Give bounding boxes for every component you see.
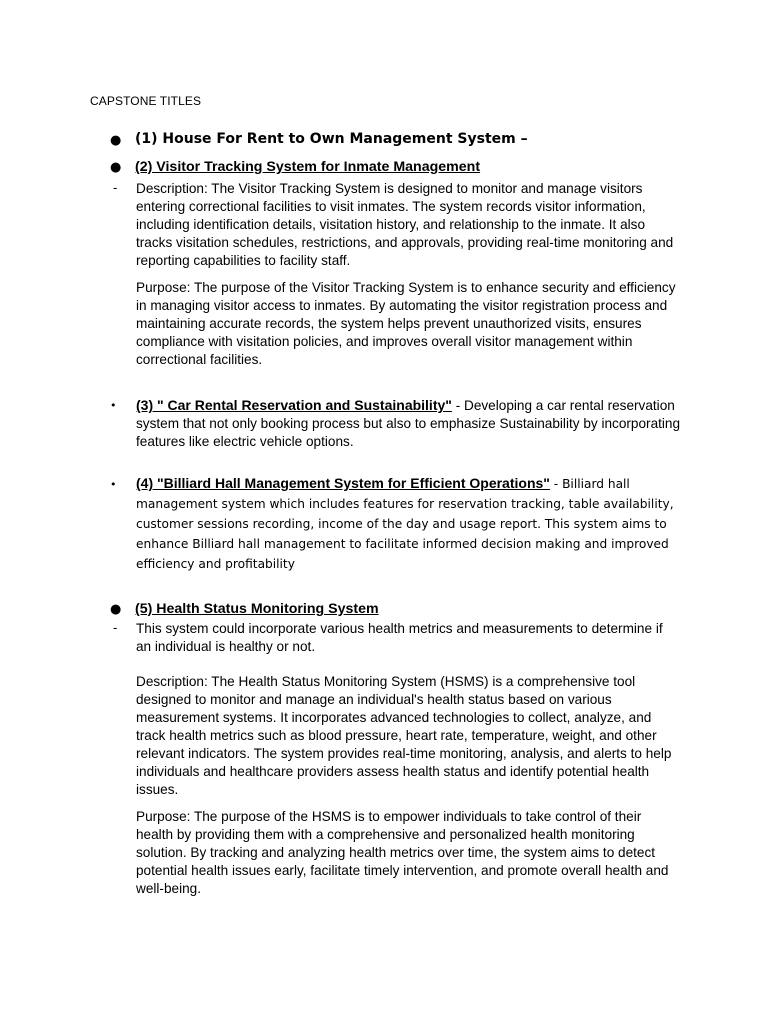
item-4-text: - Billiard hall management system which includes features for reservation tracking, table availability, customer sessions recording, income of the day and usage report. This system aims to enhance Billiard hall management to facilitate informed decision making and improved efficiency and profitability [136, 477, 674, 571]
dash-icon: - [113, 180, 118, 195]
document-heading: CAPSTONE TITLES [90, 94, 202, 108]
bullet-icon: ● [110, 602, 122, 617]
item-2-title: (2) Visitor Tracking System for Inmate Management [135, 159, 481, 175]
bullet-icon: • [110, 478, 117, 491]
item-3-title: (3) " Car Rental Reservation and Sustainability" [136, 397, 452, 413]
item-3-body [136, 396, 681, 451]
item-4-title: (4) "Billiard Hall Management System for Efficient Operations" [136, 475, 550, 491]
item-5-intro: This system could incorporate various health metrics and measurements to determine if an individual is healthy or not. [136, 621, 663, 654]
item-5-purpose: Purpose: The purpose of the HSMS is to empower individuals to take control of their health by providing them with a comprehensive and personalized health monitoring solution. By tracking and analyzing health metrics over time, the system aims to detect potential health issues early, facilitate timely intervention, and promote overall health and well-being. [136, 809, 669, 896]
bullet-icon: • [110, 399, 117, 412]
item-5-description: Description: The Health Status Monitoring System (HSMS) is a comprehensive tool designed to monitor and manage an individual's health status based on various measurement systems. It incorporates advanced technologies to collect, analyze, and track health metrics such as blood pressure, heart rate, temperature, weight, and other relevant indicators. The system provides real-time monitoring, analysis, and alerts to help individuals and healthcare providers assess health status and identify potential health issues. [136, 674, 672, 797]
item-2-purpose: Purpose: The purpose of the Visitor Tracking System is to enhance security and efficiency in managing visitor access to inmates. By automating the visitor registration process and maintaining accurate records, the system helps prevent unauthorized visits, ensures compliance with visitation policies, and improves overall visitor management within correctional facilities. [136, 280, 676, 367]
item-4-body [136, 473, 681, 574]
bullet-icon: ● [110, 160, 122, 175]
bullet-icon: ● [110, 133, 122, 148]
item-1-title: (1) House For Rent to Own Management System – [135, 131, 528, 147]
item-2-description: Description: The Visitor Tracking System is designed to monitor and manage visitors entering correctional facilities to visit inmates. The system records visitor information, including identification details, visitation history, and relationship to the inmate. It also tracks visitation schedules, restrictions, and approvals, providing real-time monitoring and reporting capabilities to facility staff. [136, 181, 674, 268]
item-5-title: (5) Health Status Monitoring System [135, 601, 379, 617]
dash-icon: - [113, 620, 118, 635]
item-3-text: - Developing a car rental reservation system that not only booking process but also to emphasize Sustainability by incorporating features like electric vehicle options. [136, 398, 681, 449]
